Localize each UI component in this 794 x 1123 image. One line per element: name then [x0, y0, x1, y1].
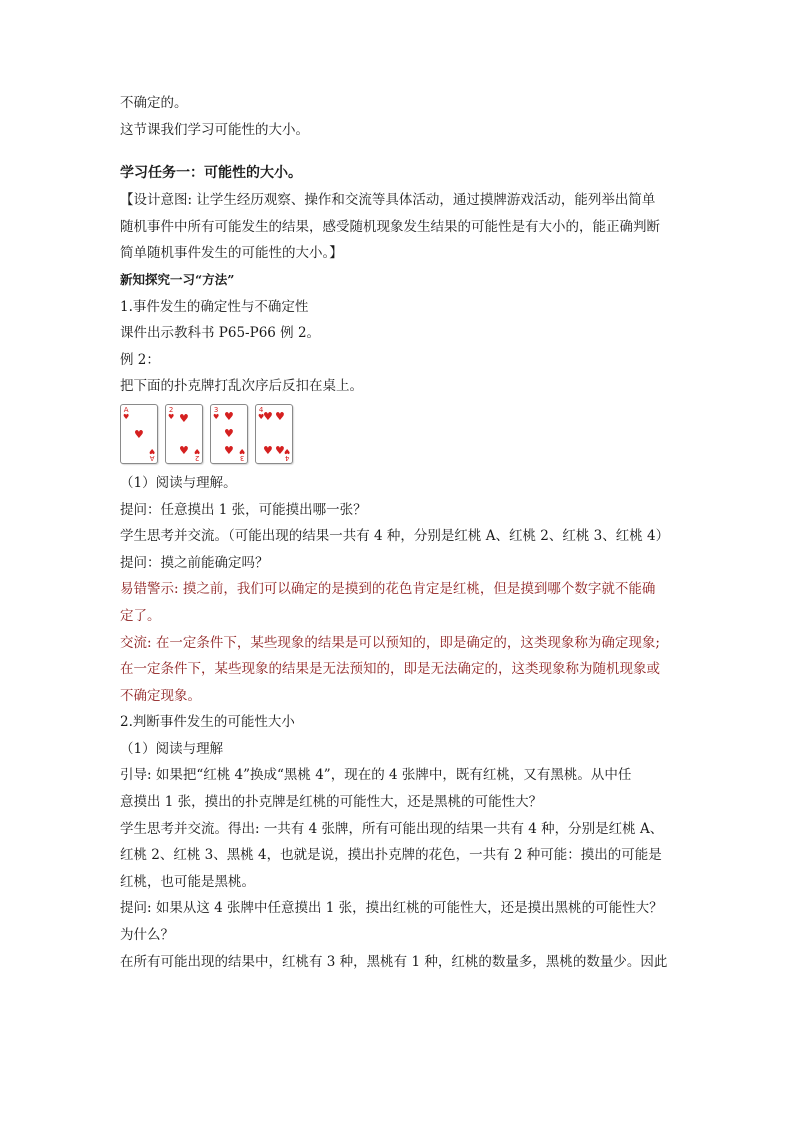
text-line: 例 2：: [120, 351, 160, 368]
heart-icon: ♥: [258, 412, 265, 421]
exchange-line: 交流: 在一定条件下，某些现象的结果是可以预知的，即是确定的，这类现象称为确定现象;: [120, 634, 660, 651]
card-rank-corner: 2 ♥: [193, 446, 200, 462]
card-rank-corner: A ♥: [123, 405, 130, 421]
text-line: 意摸出 1 张，摸出的扑克牌是红桃的可能性大，还是黑桃的可能性大？: [120, 794, 543, 811]
heart-icon: ♥: [148, 446, 155, 455]
heart-icon: ♥: [193, 446, 200, 455]
card-rank-corner: 2 ♥: [168, 405, 175, 421]
section-heading: 学习任务一：可能性的大小。: [120, 165, 302, 182]
heart-icon: ♥: [224, 409, 234, 423]
error-warning-line: 易错警示: 摸之前，我们可以确定的是摸到的花色肯定是红桃，但是摸到哪个数字就不能确: [120, 581, 656, 598]
text-line: 红桃，也可能是黑桃。: [120, 873, 255, 890]
text-line: 不确定的。: [120, 95, 188, 111]
text-line: 引导: 如果把“红桃 4”换成“黑桃 4”，现在的 4 张牌中，既有红桃，又有黑桃。从中任: [120, 767, 632, 784]
heart-icon: ♥: [179, 443, 189, 457]
text-line: 课件出示教科书 P65-P66 例 2。: [120, 325, 321, 342]
playing-card: [120, 404, 158, 464]
text-line: 为什么？: [120, 927, 174, 944]
text-line: 提问：摸之前能确定吗？: [120, 554, 269, 571]
text-line: 红桃 2、红桃 3、黑桃 4，也就是说，摸出扑克牌的花色，一共有 2 种可能：摸出的可能是: [120, 847, 662, 864]
sub-heading: 新知探究一习“方法”: [120, 271, 235, 287]
playing-cards-figure: [120, 404, 690, 468]
text-line: 提问: 如果从这 4 张牌中任意摸出 1 张，摸出红桃的可能性大，还是摸出黑桃的可能性大？: [120, 900, 663, 917]
playing-card: [165, 404, 203, 464]
design-intent-line: 简单随机事件发生的可能性的大小。】: [120, 245, 343, 262]
text-line: （1）阅读与理解: [120, 740, 224, 757]
text-line: （1）阅读与理解。: [120, 474, 237, 491]
exchange-line: 在一定条件下，某些现象的结果是无法预知的，即是无法确定的，这类现象称为随机现象或: [120, 661, 660, 678]
heart-icon: ♥: [238, 446, 245, 455]
heart-icon: ♥: [123, 412, 130, 421]
heart-icon: ♥: [213, 412, 220, 421]
heart-icon: ♥: [224, 443, 234, 457]
heart-icon: ♥: [283, 446, 290, 455]
design-intent-line: 【设计意图: 让学生经历观察、操作和交流等具体活动，通过摸牌游戏活动，能列举出简单: [120, 192, 656, 209]
text-line: 这节课我们学习可能性的大小。: [120, 121, 309, 138]
card-rank-corner: A ♥: [148, 446, 155, 462]
heart-icon: ♥: [179, 411, 189, 425]
heart-icon: ♥: [134, 427, 144, 441]
heart-icon: ♥: [275, 409, 285, 423]
design-intent-line: 随机事件中所有可能发生的结果，感受随机现象发生结果的可能性是有大小的，能正确判断: [120, 218, 660, 235]
exchange-line: 不确定现象。: [120, 687, 201, 704]
heart-icon: ♥: [263, 443, 273, 457]
text-line: 把下面的扑克牌打乱次序后反扣在桌上。: [120, 378, 363, 395]
heart-icon: ♥: [224, 426, 234, 440]
playing-card: [255, 404, 293, 464]
text-line: 学生思考并交流。（可能出现的结果一共有 4 种，分别是红桃 A、红桃 2、红桃 3、红桃 4）: [120, 528, 670, 545]
playing-card: [210, 404, 248, 464]
card-rank-corner: 4 ♥: [283, 446, 290, 462]
card-rank-corner: 4 ♥: [258, 405, 265, 421]
text-line: 学生思考并交流。得出: 一共有 4 张牌，所有可能出现的结果一共有 4 种，分别是红桃 A、: [120, 820, 664, 837]
heart-icon: ♥: [275, 443, 285, 457]
card-rank-corner: 3 ♥: [213, 405, 220, 421]
text-line: 1.事件发生的确定性与不确定性: [120, 298, 309, 315]
card-rank-corner: 3 ♥: [238, 446, 245, 462]
text-line: 在所有可能出现的结果中，红桃有 3 种，黑桃有 1 种，红桃的数量多，黑桃的数量少。因此: [120, 953, 668, 970]
heart-icon: ♥: [168, 412, 175, 421]
error-warning-line: 定了。: [120, 607, 161, 624]
text-line: 2.判断事件发生的可能性大小: [120, 714, 295, 731]
text-line: 提问：任意摸出 1 张，可能摸出哪一张？: [120, 501, 367, 518]
heart-icon: ♥: [263, 409, 273, 423]
document-body: [120, 90, 690, 975]
